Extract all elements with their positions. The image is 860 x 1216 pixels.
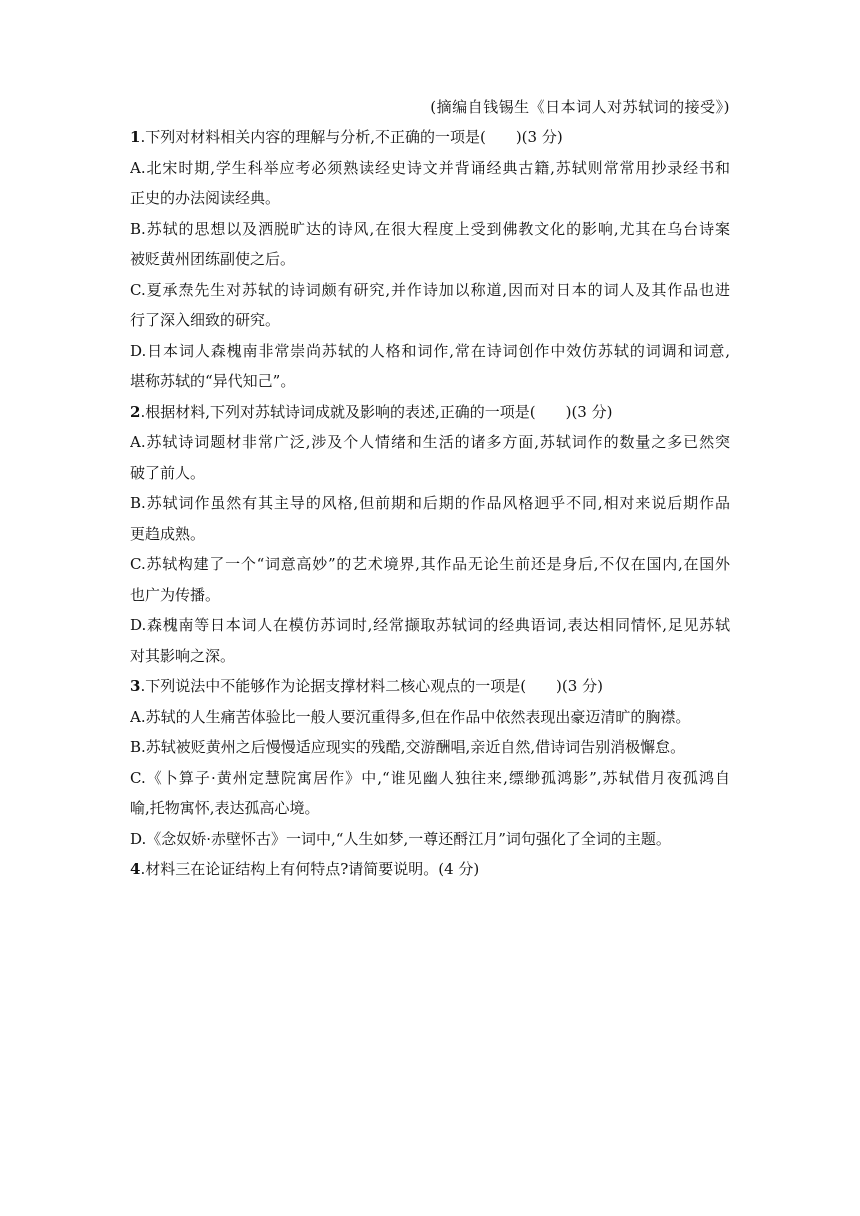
- question-number: 2: [130, 402, 141, 421]
- exam-page: [130, 96, 730, 885]
- questions-section: [130, 122, 730, 885]
- question-2-option-a: A.苏轼诗词题材非常广泛,涉及个人情绪和生活的诸多方面,苏轼词作的数量之多已然突: [130, 433, 730, 451]
- question-number: 3: [130, 677, 141, 695]
- question-1-stem: [130, 122, 730, 153]
- question-2-option-d: D.森槐南等日本词人在模仿苏词时,经常撷取苏轼词的经典语词,表达相同情怀,足见苏轼: [130, 616, 730, 634]
- question-2-option-b-continued: 更趋成熟。: [130, 524, 206, 543]
- question-1-option-c: C.夏承焘先生对苏轼的诗词颇有研究,并作诗加以称道,因而对日本的词人及其作品也进: [130, 280, 730, 299]
- question-number: 4: [130, 860, 141, 878]
- question-number: 1: [130, 128, 141, 146]
- question-1-option-b: B.苏轼的思想以及洒脱旷达的诗风,在很大程度上受到佛教文化的影响,尤其在乌台诗案: [130, 219, 730, 238]
- question-4-stem: [130, 854, 730, 885]
- question-2-option-d-continued: 对其影响之深。: [130, 646, 236, 665]
- question-text: .下列说法中不能够作为论据支撑材料二核心观点的一项是( )(3 分): [140, 677, 603, 695]
- question-3-stem: [130, 671, 730, 702]
- question-1-option-d: D.日本词人森槐南非常崇尚苏轼的人格和词作,常在诗词创作中效仿苏轼的词调和词意,: [130, 341, 730, 360]
- question-3-option-b: B.苏轼被贬黄州之后慢慢适应现实的残酷,交游酬唱,亲近自然,借诗词告别消极懈怠。: [130, 738, 686, 756]
- question-3-option-c-continued: 喻,托物寓怀,表达孤高心境。: [130, 799, 320, 817]
- question-1-option-a: A.北宋时期,学生科举应考必须熟读经史诗文并背诵经典古籍,苏轼则常常用抄录经书和: [130, 158, 730, 177]
- question-text: .材料三在论证结构上有何特点?请简要说明。(4 分): [140, 860, 480, 878]
- question-1-option-d-continued: 堪称苏轼的“异代知己”。: [130, 372, 296, 390]
- question-2-option-a-continued: 破了前人。: [130, 463, 206, 482]
- question-3-option-c: C.《卜算子·黄州定慧院寓居作》中,“谁见幽人独往来,缥缈孤鸿影”,苏轼借月夜孤鸿自: [130, 768, 730, 787]
- question-3-option-d: D.《念奴娇·赤壁怀古》一词中,“人生如梦,一尊还酹江月”词句强化了全词的主题。: [130, 829, 671, 848]
- question-2-option-c-continued: 也广为传播。: [130, 585, 221, 604]
- source-citation: (摘编自钱锡生《日本词人对苏轼词的接受》): [430, 98, 730, 116]
- question-text: .根据材料,下列对苏轼诗词成就及影响的表述,正确的一项是( )(3 分): [140, 402, 613, 421]
- question-3-option-a: A.苏轼的人生痛苦体验比一般人要沉重得多,但在作品中依然表现出豪迈清旷的胸襟。: [130, 707, 691, 726]
- question-1-option-b-continued: 被贬黄州团练副使之后。: [130, 250, 296, 268]
- question-1-option-a-continued: 正史的办法阅读经典。: [130, 189, 281, 207]
- question-2-stem: [130, 397, 730, 428]
- question-1-option-c-continued: 行了深入细致的研究。: [130, 311, 281, 329]
- question-2-option-b: B.苏轼词作虽然有其主导的风格,但前期和后期的作品风格迥乎不同,相对来说后期作品: [130, 494, 730, 512]
- question-text: .下列对材料相关内容的理解与分析,不正确的一项是( )(3 分): [140, 128, 563, 146]
- question-2-option-c: C.苏轼构建了一个“词意高妙”的艺术境界,其作品无论生前还是身后,不仅在国内,在国外: [130, 555, 730, 573]
